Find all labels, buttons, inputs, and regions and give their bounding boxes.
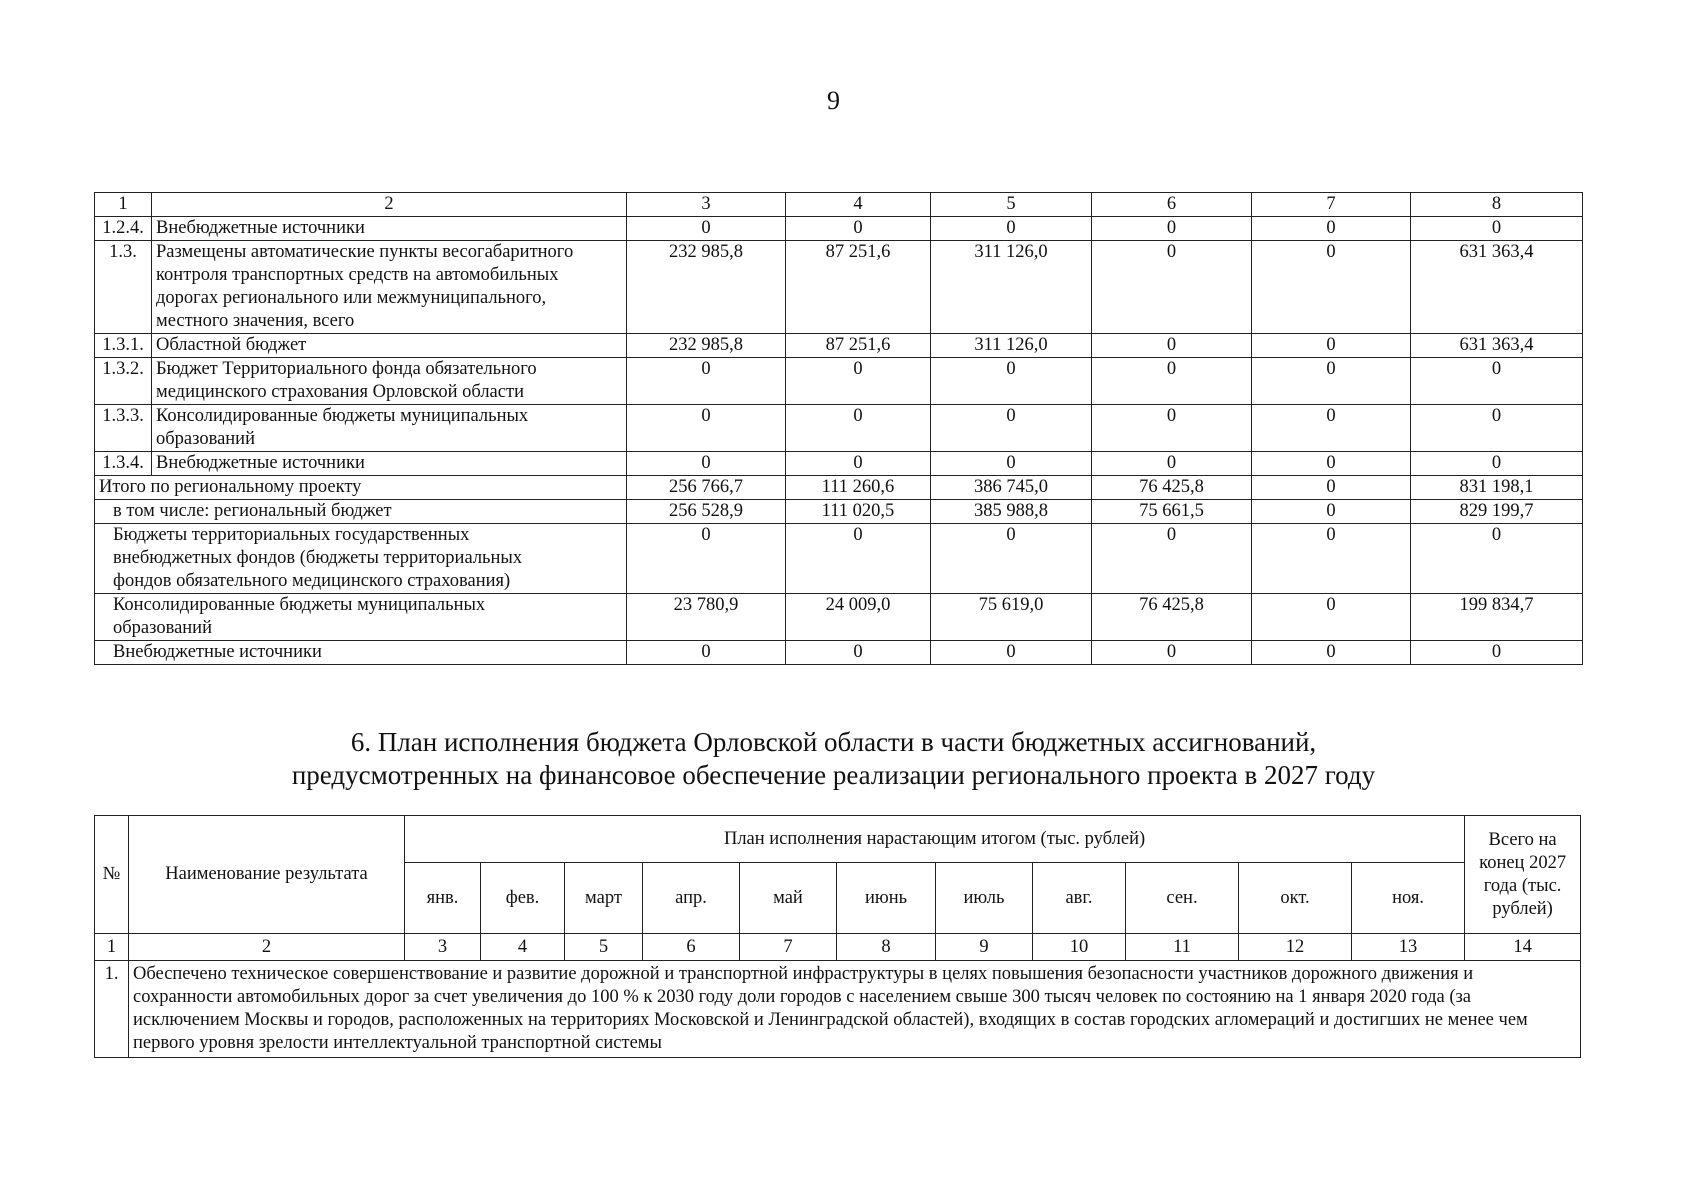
value-cell: 0 — [1252, 358, 1411, 405]
value-cell: 0 — [931, 524, 1092, 594]
month-header: сен. — [1126, 863, 1239, 934]
value-cell: 0 — [786, 217, 931, 241]
value-cell: 0 — [1252, 217, 1411, 241]
index-cell: 11 — [1126, 934, 1239, 961]
index-cell: 9 — [936, 934, 1033, 961]
value-cell: 0 — [1252, 594, 1411, 641]
month-header: ноя. — [1352, 863, 1465, 934]
header-cell: 1 — [95, 193, 152, 217]
table-row — [95, 452, 1583, 476]
value-cell: 0 — [786, 452, 931, 476]
index-cell: 4 — [481, 934, 565, 961]
value-cell: 111 260,6 — [786, 476, 931, 500]
value-cell: 0 — [1092, 217, 1252, 241]
value-cell: 0 — [1252, 500, 1411, 524]
month-header: авг. — [1033, 863, 1126, 934]
index-cell: 1 — [95, 934, 129, 961]
row-code: 1.3.2. — [95, 358, 152, 405]
month-header: май — [740, 863, 837, 934]
table-header-row — [95, 193, 1583, 217]
table-row — [95, 241, 1583, 334]
value-cell: 0 — [627, 641, 786, 665]
index-cell: 6 — [643, 934, 740, 961]
value-cell: 0 — [1252, 334, 1411, 358]
section-title-line-2: предусмотренных на финансовое обеспечение реализации регионального проекта в 2027 году — [291, 760, 1376, 790]
value-cell: 23 780,9 — [627, 594, 786, 641]
value-cell: 0 — [786, 405, 931, 452]
table-row — [95, 334, 1583, 358]
section-title — [0, 726, 1667, 792]
value-cell: 24 009,0 — [786, 594, 931, 641]
result-name-column-header: Наименование результата — [129, 816, 405, 934]
month-header: окт. — [1239, 863, 1352, 934]
value-cell: 0 — [1092, 641, 1252, 665]
total-row — [95, 476, 1583, 500]
row-number: 1. — [95, 961, 129, 1058]
value-cell: 0 — [931, 405, 1092, 452]
value-cell: 0 — [1411, 358, 1583, 405]
header-cell: 8 — [1411, 193, 1583, 217]
header-cell: 3 — [627, 193, 786, 217]
value-cell: 0 — [1092, 452, 1252, 476]
total-column-header: Всего на конец 2027 года (тыс. рублей) — [1465, 816, 1581, 934]
value-cell: 76 425,8 — [1092, 594, 1252, 641]
value-cell: 0 — [931, 452, 1092, 476]
value-cell: 232 985,8 — [627, 334, 786, 358]
table-row — [95, 961, 1581, 1058]
value-cell: 0 — [1092, 524, 1252, 594]
header-cell: 7 — [1252, 193, 1411, 217]
index-cell: 3 — [405, 934, 481, 961]
value-cell: 0 — [931, 641, 1092, 665]
value-cell: 87 251,6 — [786, 241, 931, 334]
value-cell: 75 661,5 — [1092, 500, 1252, 524]
subtotal-label: Внебюджетные источники — [95, 641, 627, 665]
month-header: апр. — [643, 863, 740, 934]
value-cell: 0 — [1252, 524, 1411, 594]
value-cell: 0 — [1252, 241, 1411, 334]
section-title-line-1: 6. План исполнения бюджета Орловской области в части бюджетных ассигнований, — [350, 727, 1317, 757]
budget-table-part1 — [94, 192, 1583, 665]
result-description: Обеспечено техническое совершенствование и развитие дорожной и транспортной инфраструктуры в целях повышения безопасности участников дорожного движения и сохранности автомобильных дорог за счет увеличения до 100 % к 2030 году доли городов с населением свыше 300 тысяч человек по состоянию на 1 января 2020 года (за исключением Москвы и городов, расположенных на территориях Московской и Ленинградской областей), входящих в состав городских агломераций и достигших не менее чем первого уровня зрелости интеллектуальной транспортной системы — [129, 961, 1581, 1058]
value-cell: 0 — [1092, 334, 1252, 358]
value-cell: 0 — [1092, 405, 1252, 452]
header-cell: 2 — [152, 193, 627, 217]
value-cell: 631 363,4 — [1411, 241, 1583, 334]
value-cell: 75 619,0 — [931, 594, 1092, 641]
subtotal-label: Консолидированные бюджеты муниципальных образований — [95, 594, 627, 641]
column-index-row — [95, 934, 1581, 961]
value-cell: 386 745,0 — [931, 476, 1092, 500]
value-cell: 311 126,0 — [931, 241, 1092, 334]
plan-header: План исполнения нарастающим итогом (тыс. рублей) — [405, 816, 1465, 863]
value-cell: 87 251,6 — [786, 334, 931, 358]
row-name: Бюджет Территориального фонда обязательного медицинского страхования Орловской области — [152, 358, 627, 405]
value-cell: 0 — [627, 524, 786, 594]
value-cell: 0 — [627, 217, 786, 241]
value-cell: 0 — [931, 217, 1092, 241]
row-name: Размещены автоматические пункты весогабаритного контроля транспортных средств на автомобильных дорогах регионального или межмуниципального, местного значения, всего — [152, 241, 627, 334]
value-cell: 831 198,1 — [1411, 476, 1583, 500]
value-cell: 0 — [786, 641, 931, 665]
header-cell: 4 — [786, 193, 931, 217]
page-number: 9 — [827, 86, 840, 115]
subtotal-row — [95, 524, 1583, 594]
budget-plan-table — [94, 815, 1581, 1058]
value-cell: 0 — [1411, 452, 1583, 476]
value-cell: 256 528,9 — [627, 500, 786, 524]
table-row — [95, 405, 1583, 452]
month-header: янв. — [405, 863, 481, 934]
value-cell: 0 — [1252, 476, 1411, 500]
header-cell: 6 — [1092, 193, 1252, 217]
table-row — [95, 358, 1583, 405]
month-header: июнь — [837, 863, 936, 934]
value-cell: 0 — [931, 358, 1092, 405]
value-cell: 0 — [1092, 358, 1252, 405]
row-code: 1.3.1. — [95, 334, 152, 358]
number-column-header: № — [95, 816, 129, 934]
value-cell: 199 834,7 — [1411, 594, 1583, 641]
value-cell: 0 — [1092, 241, 1252, 334]
value-cell: 0 — [1252, 452, 1411, 476]
value-cell: 0 — [1411, 405, 1583, 452]
value-cell: 0 — [1411, 524, 1583, 594]
month-header: июль — [936, 863, 1033, 934]
value-cell: 0 — [627, 358, 786, 405]
value-cell: 0 — [1252, 641, 1411, 665]
total-label: Итого по региональному проекту — [95, 476, 627, 500]
month-header: фев. — [481, 863, 565, 934]
value-cell: 0 — [1411, 217, 1583, 241]
subtotal-row — [95, 500, 1583, 524]
value-cell: 0 — [786, 358, 931, 405]
month-header: март — [565, 863, 643, 934]
index-cell: 2 — [129, 934, 405, 961]
value-cell: 111 020,5 — [786, 500, 931, 524]
index-cell: 8 — [837, 934, 936, 961]
index-cell: 10 — [1033, 934, 1126, 961]
index-cell: 13 — [1352, 934, 1465, 961]
value-cell: 0 — [1252, 405, 1411, 452]
row-name: Областной бюджет — [152, 334, 627, 358]
index-cell: 14 — [1465, 934, 1581, 961]
row-name: Внебюджетные источники — [152, 452, 627, 476]
value-cell: 0 — [627, 452, 786, 476]
value-cell: 0 — [627, 405, 786, 452]
value-cell: 311 126,0 — [931, 334, 1092, 358]
value-cell: 631 363,4 — [1411, 334, 1583, 358]
value-cell: 385 988,8 — [931, 500, 1092, 524]
subtotal-label: Бюджеты территориальных государственных внебюджетных фондов (бюджеты территориальных фондов обязательного медицинского страхования) — [95, 524, 627, 594]
subtotal-row — [95, 641, 1583, 665]
value-cell: 829 199,7 — [1411, 500, 1583, 524]
subtotal-label: в том числе: региональный бюджет — [95, 500, 627, 524]
index-cell: 7 — [740, 934, 837, 961]
row-name: Консолидированные бюджеты муниципальных образований — [152, 405, 627, 452]
subtotal-row — [95, 594, 1583, 641]
row-code: 1.3.3. — [95, 405, 152, 452]
row-code: 1.3. — [95, 241, 152, 334]
table-row — [95, 217, 1583, 241]
value-cell: 256 766,7 — [627, 476, 786, 500]
value-cell: 232 985,8 — [627, 241, 786, 334]
value-cell: 0 — [1411, 641, 1583, 665]
header-cell: 5 — [931, 193, 1092, 217]
row-name: Внебюджетные источники — [152, 217, 627, 241]
row-code: 1.2.4. — [95, 217, 152, 241]
index-cell: 12 — [1239, 934, 1352, 961]
row-code: 1.3.4. — [95, 452, 152, 476]
value-cell: 76 425,8 — [1092, 476, 1252, 500]
value-cell: 0 — [786, 524, 931, 594]
index-cell: 5 — [565, 934, 643, 961]
table-header-row — [95, 816, 1581, 863]
